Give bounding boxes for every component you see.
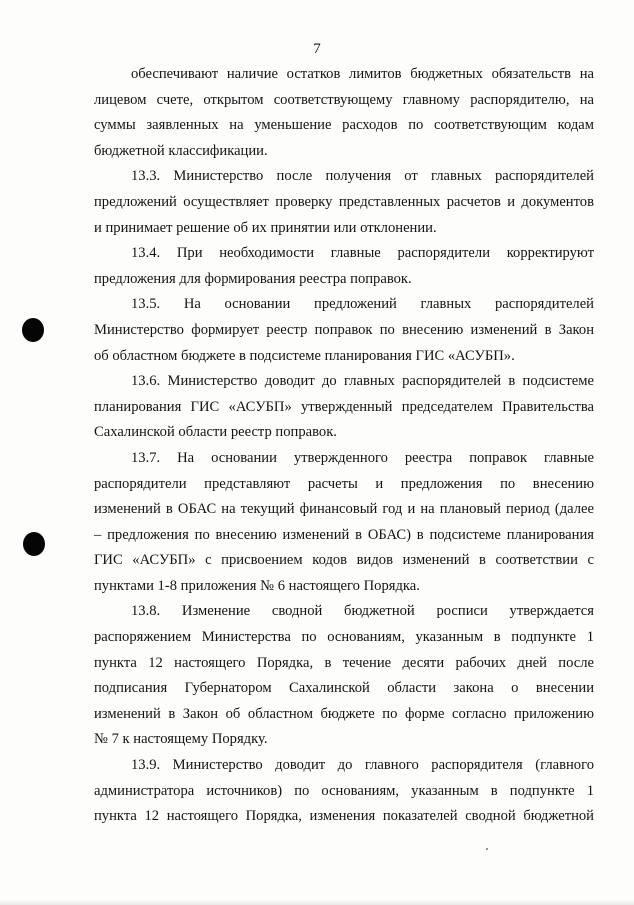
text-line: 13.7. На основании утвержденного реестра поправок главные [131, 449, 594, 466]
text-line: и принимает решение об их принятии или отклонении. [94, 219, 437, 236]
text-line: 13.3. Министерство после получения от главных распорядителей [131, 168, 594, 185]
text-line: администратора источников) по основаниям, указанным в подпункте 1 [94, 782, 594, 799]
text-line: распорядители представляют расчеты и предложения по внесению [94, 475, 594, 492]
text-line: планирования ГИС «АСУБП» утвержденный председателем Правительства [94, 398, 594, 415]
binder-hole-bottom [23, 532, 45, 556]
text-line: 13.5. На основании предложений главных распорядителей [131, 296, 594, 313]
text-line: – предложения по внесению изменений в ОБАС) в подсистеме планирования [94, 526, 594, 543]
text-line: изменений в ОБАС на текущий финансовый год и на плановый период (далее [94, 501, 594, 518]
text-line: суммы заявленных на уменьшение расходов по соответствующим кодам [94, 117, 594, 134]
text-line: предложений осуществляет проверку представленных расчетов и документов [94, 193, 594, 210]
text-line: обеспечивают наличие остатков лимитов бюджетных обязательств на [131, 66, 594, 82]
text-line: пунктами 1-8 приложения № 6 настоящего Порядка. [94, 577, 420, 594]
text-line: пункта 12 настоящего Порядка, в течение десяти рабочих дней после [94, 654, 594, 671]
text-line: пункта 12 настоящего Порядка, изменения показателей сводной бюджетной [94, 808, 594, 825]
page-number: 7 [313, 41, 321, 57]
text-line: подписания Губернатором Сахалинской области закона о внесении [94, 680, 594, 697]
text-line: № 7 к настоящему Порядку. [94, 731, 268, 748]
text-line: 13.4. При необходимости главные распорядители корректируют [131, 245, 594, 262]
binder-hole-top [22, 318, 44, 342]
text-line: бюджетной классификации. [94, 142, 268, 159]
scan-speck [486, 848, 488, 850]
text-line: лицевом счете, открытом соответствующему главному распорядителю, на [94, 91, 594, 108]
text-line: об областном бюджете в подсистеме планирования ГИС «АСУБП». [94, 347, 515, 364]
text-line: предложения для формирования реестра поправок. [94, 270, 412, 287]
document-body [94, 62, 594, 830]
text-line: ГИС «АСУБП» с присвоением кодов видов изменений в соответствии с [94, 552, 594, 569]
text-line: распоряжением Министерства по основаниям, указанным в подпункте 1 [94, 629, 594, 646]
text-line: 13.9. Министерство доводит до главного распорядителя (главного [131, 757, 594, 774]
text-line: 13.6. Министерство доводит до главных распорядителей в подсистеме [131, 373, 594, 390]
text-line: Сахалинской области реестр поправок. [94, 424, 337, 441]
text-line: изменений в Закон об областном бюджете по форме согласно приложению [94, 705, 594, 722]
text-line: Министерство формирует реестр поправок по внесению изменений в Закон [94, 321, 594, 338]
text-line: 13.8. Изменение сводной бюджетной росписи утверждается [131, 603, 594, 620]
scan-edge-shadow [0, 899, 634, 905]
